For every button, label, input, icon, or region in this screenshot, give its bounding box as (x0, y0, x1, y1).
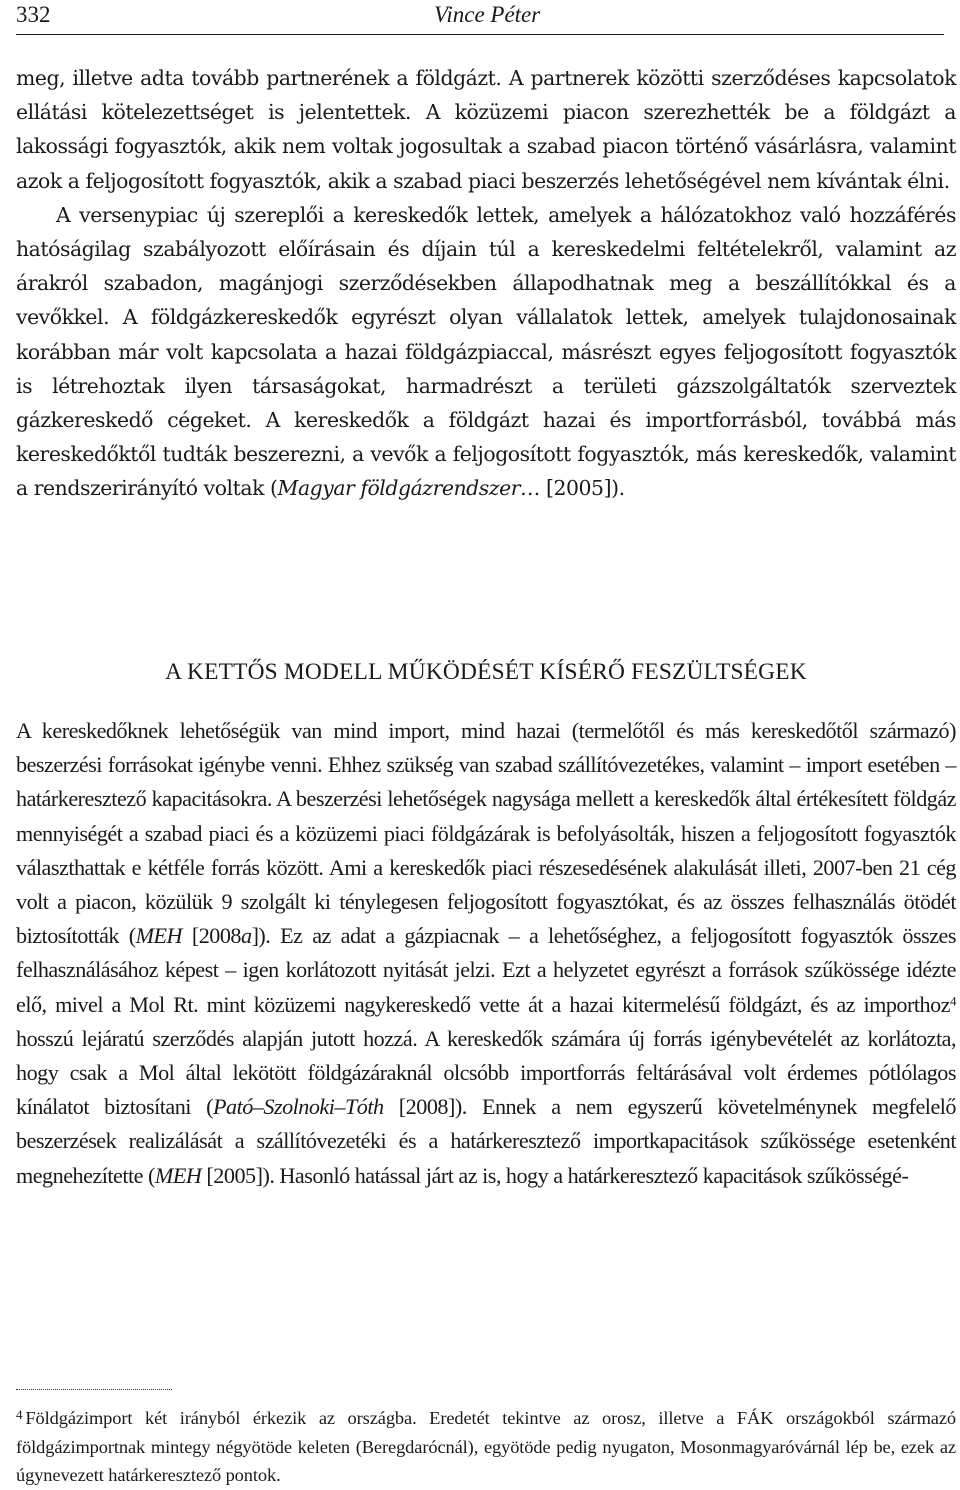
paragraph: meg, illetve adta tovább partnerének a földgázt. A partnerek közötti szerződéses kapcsolatok ellátási kötelezettséget is jelentettek. A közüzemi piacon szerezhették be a földgázt a lakossági fogyasztók, akik nem voltak jogosultak a szabad piacon történő vásárlásra, valamint azok a feljogosított fogyasztók, akik a szabad piaci beszerzés lehetőségével nem kívántak élni. (16, 66, 956, 193)
footnotes (16, 1401, 956, 1490)
paragraph (16, 714, 956, 1193)
paragraph-text: ]). Ez az adat a gázpiacnak – a lehetőséghez, a feljogosított fogyasztók összes felhasználásához képest – igen korlátozott nyitását jelzi. Ezt a helyzetet egyrészt a források szűkössége idézte elő, mivel a Mol Rt. mint közüzemi nagykereskedő vette át a hazai kitermelésű földgázt, és az importhoz (16, 923, 956, 1017)
citation-letter: a (240, 923, 252, 949)
paragraph-text: [2008]). Ennek a nem egyszerű követelménynek megfelelő beszerzések realizálását a szállítóvezetéki és a határkeresztező importkapacitások szűkössége esetenként megnehezítette ( (16, 1094, 957, 1188)
paragraph-text: A versenypiac új szereplői a kereskedők lettek, amelyek a hálózatokhoz való hozzáférés hatóságilag szabályozott előírásain és díjain túl a kereskedelmi feltételekről, valamint az árakról szabadon, magánjogi szerződésekben állapodhatnak meg a beszállítókkal és a vevőkkel. A földgázkereskedők egyrészt olyan vállalatok lettek, amelyek tulajdonosainak korábban már volt kapcsolata a hazai földgázpiaccal, másrészt egyes feljogosított fogyasztók is létrehoztak ilyen társaságokat, harmadrészt a területi gázszolgáltatók szerveztek gázkereskedő cégeket. A kereskedők a földgázt hazai és importforrásból, továbbá más kereskedőktől tudták beszerezni, a vevők a feljogosított fogyasztók, más kereskedők, valamint a rendszerirányító voltak ( (16, 202, 956, 501)
paragraph-text: [2005]). Hasonló hatással járt az is, hogy a határkeresztező kapacitások szűkösségé- (201, 1162, 909, 1188)
footnote-divider (16, 1389, 172, 1390)
citation-year: [2005]). (539, 476, 625, 501)
paragraph-text: hosszú lejáratú szerződés alapján jutott hozzá. A kereskedők számára új forrás igénybevételét az korlátozta, hogy csak a Mol által lekötött földgázáraknál olcsóbb importforrás feltárásával volt érdemes pótlólagos kínálatot biztosítani ( (16, 1025, 956, 1120)
footnote-text: Földgázimport két irányból érkezik az országba. Eredetét tekintve az orosz, illetve a FÁK országokból származó földgázimportnak mintegy négyötöde keleten (Beregdarócnál), egyötöde pedig nyugaton, Mosonmagyaróvárnál lép be, ezek az úgynevezett határkeresztező pontok. (16, 1408, 956, 1486)
body-section-tensions (16, 714, 956, 1193)
citation: MEH (154, 1162, 202, 1188)
footnote-reference[interactable]: 4 (950, 993, 956, 1009)
page-header (16, 0, 944, 35)
running-head-author: Vince Péter (434, 2, 541, 27)
citation-year: [2008 (182, 923, 241, 949)
paragraph-text: A kereskedőknek lehetőségük van mind import, mind hazai (termelőtől és más kereskedőtől származó) beszerzési forrásokat igénybe venni. Ehhez szükség van szabad szállítóvezetékes, valamint – import esetében – határkeresztező kapacitásokra. A beszerzési lehetőségek nagysága mellett a kereskedők által értékesített földgáz mennyiségét a szabad piaci és a közüzemi piaci földgázárak is befolyásolták, hiszen a feljogosított fogyasztók választhattak e kétféle forrás között. Ami a kereskedők piaci részesedésének alakulását illeti, 2007-ben 21 cég volt a piacon, közülük 9 szolgált ki ténylegesen feljogosított fogyasztókat, és az összes felhasználás ötödét biztosították ( (16, 718, 956, 949)
paragraph (16, 198, 956, 506)
footnote-mark: 4 (16, 1407, 23, 1422)
citation: MEH (135, 923, 183, 949)
page-number: 332 (16, 2, 51, 27)
body-section-intro (16, 61, 956, 506)
footnote (16, 1401, 956, 1490)
citation: Pató–Szolnoki–Tóth (213, 1094, 384, 1120)
section-heading: A KETTŐS MODELL MŰKÖDÉSÉT KÍSÉRŐ FESZÜLTSÉGEK (165, 659, 807, 685)
citation: Magyar földgázrendszer… (277, 476, 540, 501)
